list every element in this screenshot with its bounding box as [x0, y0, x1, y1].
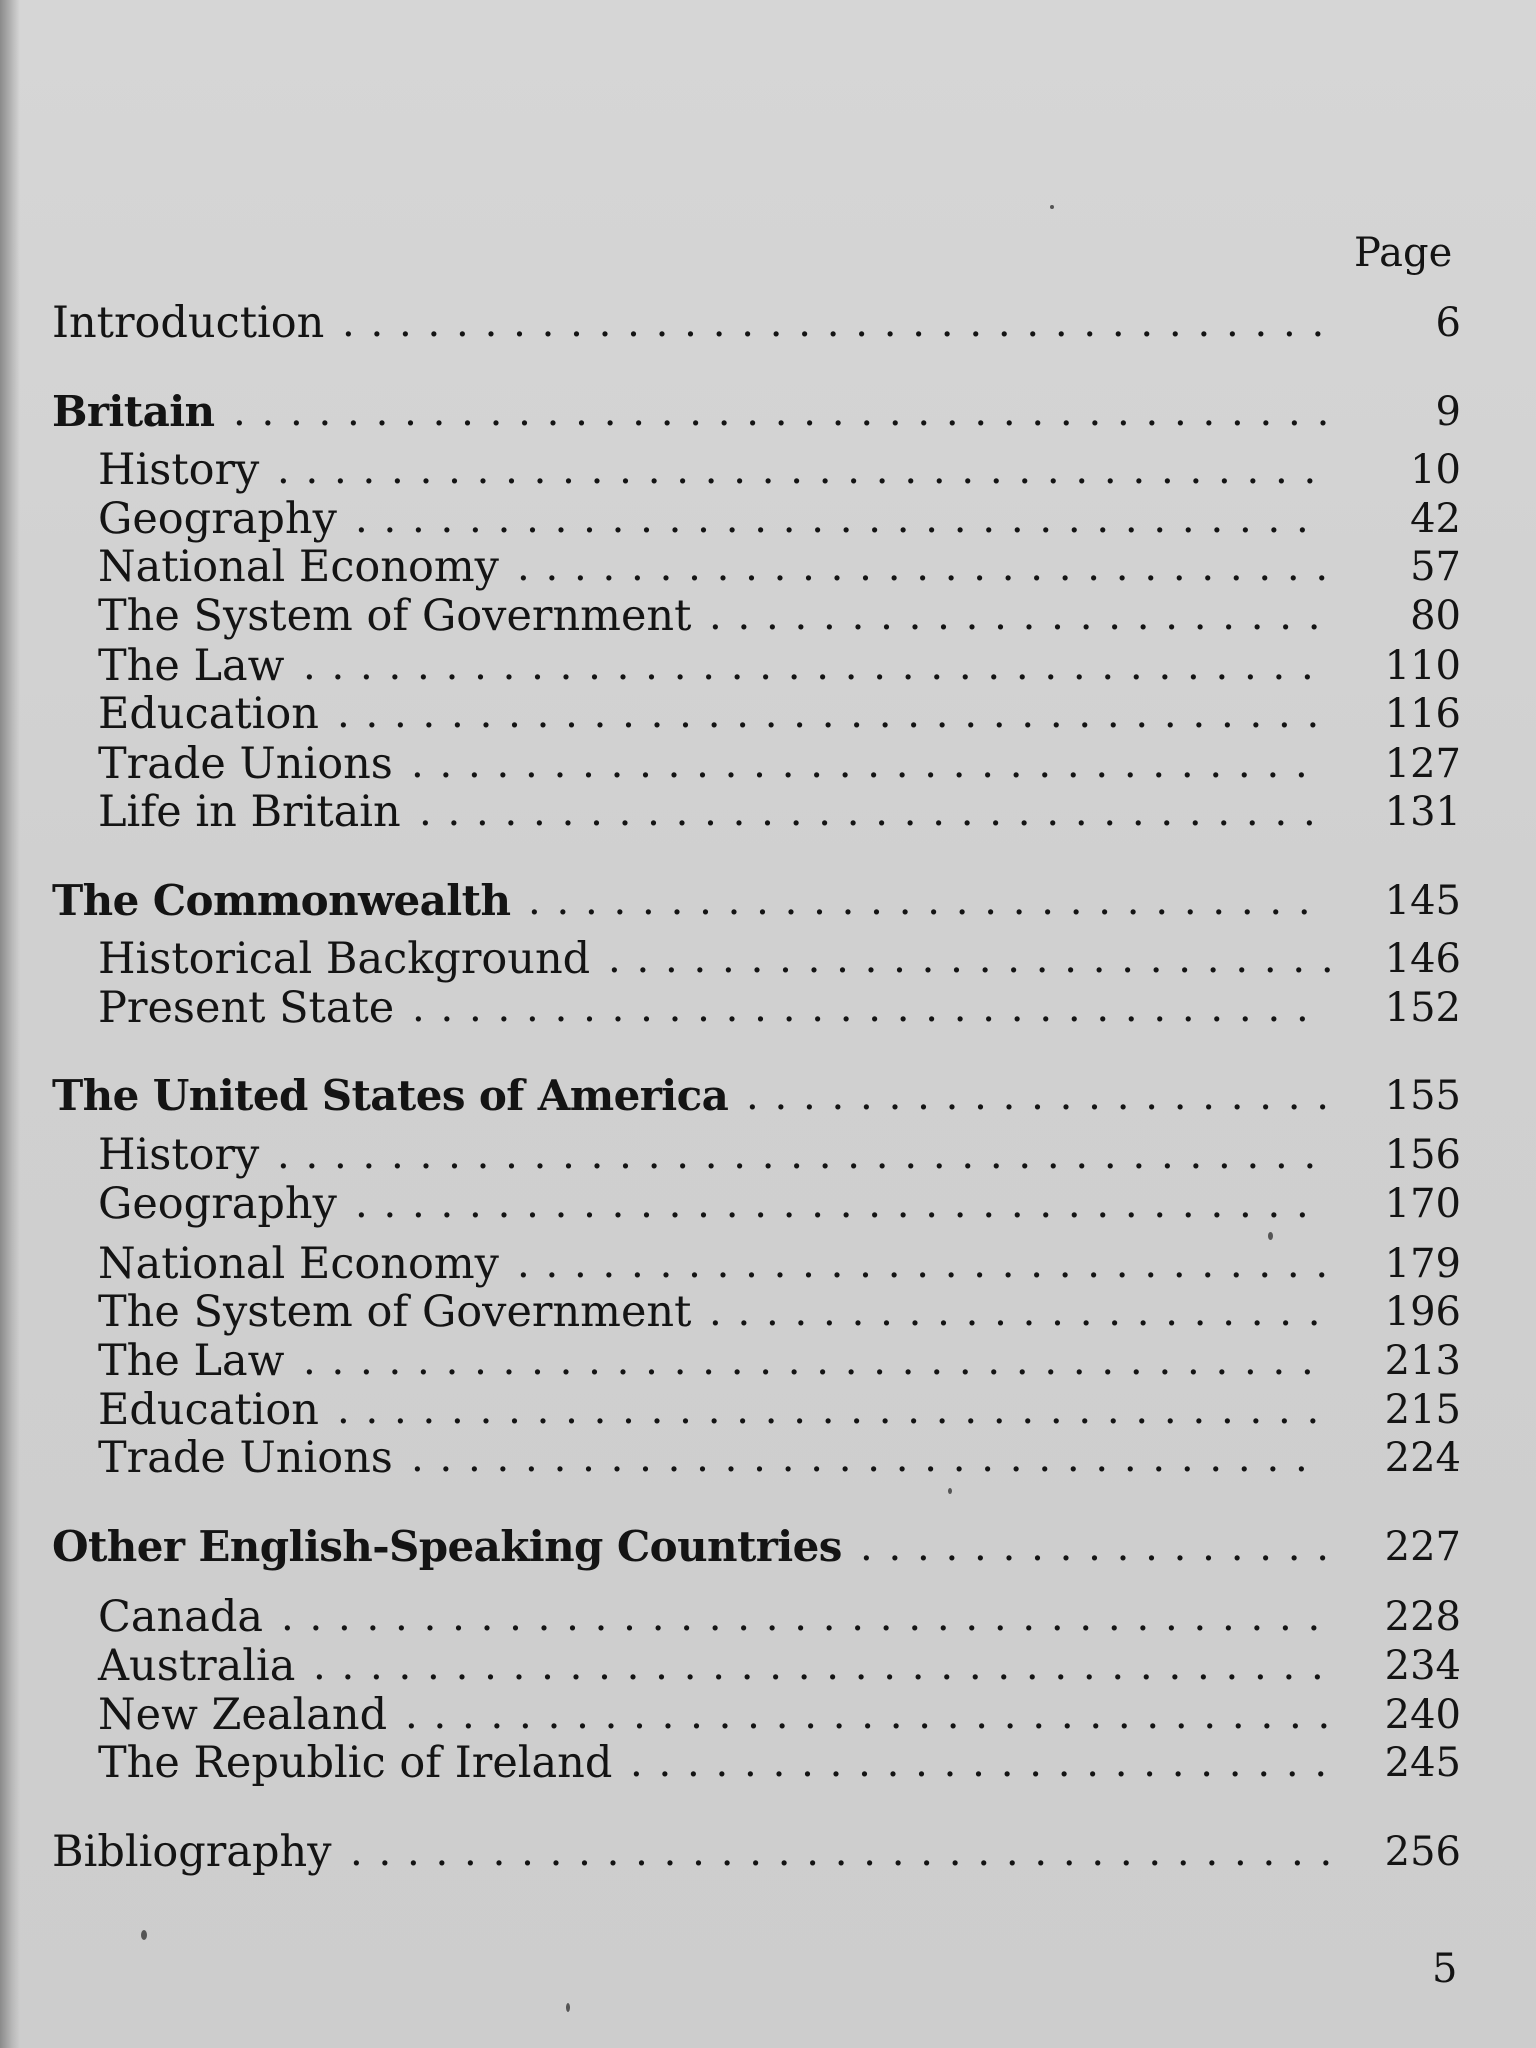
toc-entry-title: Introduction [52, 298, 325, 348]
toc-entry-title: Trade Unions [98, 1433, 393, 1483]
leader-dots: ...................... [709, 1289, 1337, 1335]
toc-entry-title: National Economy [98, 1239, 499, 1289]
leader-dots: ................................... [342, 300, 1341, 346]
toc-entry-title: The System of Government [98, 591, 692, 641]
toc-page-number: 9 [1435, 389, 1461, 435]
leader-dots: .................................. [355, 1181, 1325, 1227]
paper-speck [566, 2003, 570, 2012]
paper-speck [948, 1488, 952, 1494]
page-number: 5 [1432, 1946, 1458, 1992]
toc-entry [0, 298, 1536, 348]
toc-entry [0, 1433, 1536, 1483]
toc-page-number: 196 [1384, 1289, 1461, 1335]
leader-dots: .................................. [355, 496, 1325, 542]
toc-page-number: 110 [1384, 643, 1461, 689]
leader-dots: .................................... [303, 1338, 1330, 1384]
toc-section-heading: Britain [52, 387, 215, 436]
leader-dots: ................................... [337, 691, 1336, 737]
toc-entry [0, 1522, 1536, 1572]
toc-section-heading: The United States of America [52, 1071, 729, 1120]
toc-page-number: 10 [1410, 447, 1461, 493]
toc-page-number: 127 [1384, 741, 1461, 787]
leader-dots: ................................... [337, 1387, 1336, 1433]
leader-dots: ................................ [411, 741, 1324, 787]
toc-entry [0, 542, 1536, 592]
leader-dots: .................................... [313, 1643, 1340, 1689]
leader-dots: .................................... [303, 643, 1330, 689]
toc-entry [0, 876, 1536, 926]
toc-entry [0, 1641, 1536, 1691]
toc-entry [0, 934, 1536, 984]
toc-entry [0, 387, 1536, 437]
toc-page-number: 227 [1384, 1524, 1461, 1570]
toc-entry-title: History [98, 1130, 260, 1180]
toc-page-number: 57 [1410, 544, 1461, 590]
leader-dots: ......................... [630, 1740, 1343, 1786]
toc-page-number: 228 [1384, 1594, 1461, 1640]
toc-entry [0, 689, 1536, 739]
leader-dots: ................................ [412, 985, 1325, 1031]
toc-page-number: 179 [1384, 1241, 1461, 1287]
toc-entry-title: National Economy [98, 542, 499, 592]
leader-dots: ................................ [419, 789, 1332, 835]
leader-dots: ..................... [746, 1073, 1345, 1119]
leader-dots: ..................................... [281, 1594, 1337, 1640]
toc-entry [0, 1690, 1536, 1740]
toc-entry-title: Education [98, 689, 319, 739]
toc-entry-title: Education [98, 1385, 319, 1435]
toc-page-number: 240 [1384, 1692, 1461, 1738]
toc-entry [0, 1385, 1536, 1435]
toc-section-heading: Other English-Speaking Countries [52, 1522, 842, 1571]
toc-entry [0, 1130, 1536, 1180]
toc-page-number: 80 [1410, 593, 1461, 639]
toc-entry-title: Bibliography [52, 1827, 332, 1877]
paper-speck [1050, 205, 1054, 209]
leader-dots: ................. [860, 1524, 1345, 1570]
toc-entry-title: Geography [98, 494, 337, 544]
toc-page-number: 42 [1410, 496, 1461, 542]
leader-dots: ................................... [350, 1829, 1349, 1875]
toc-entry [0, 1592, 1536, 1642]
leader-dots: ............................. [517, 544, 1344, 590]
toc-entry [0, 494, 1536, 544]
toc-entry [0, 983, 1536, 1033]
toc-entry-title: Australia [98, 1641, 296, 1691]
toc-entry [0, 1239, 1536, 1289]
toc-entry [0, 641, 1536, 691]
toc-section-heading: The Commonwealth [52, 876, 511, 925]
leader-dots: .......................... [608, 936, 1350, 982]
toc-entry [0, 1287, 1536, 1337]
toc-entry [0, 1071, 1536, 1121]
toc-entry [0, 1336, 1536, 1386]
toc-entry [0, 1827, 1536, 1877]
toc-page-number: 155 [1384, 1073, 1461, 1119]
toc-page-number: 170 [1384, 1181, 1461, 1227]
paper-speck [141, 1930, 147, 1940]
toc-entry [0, 445, 1536, 495]
toc-entry-title: The System of Government [98, 1287, 692, 1337]
page-column-header: Page [1354, 230, 1453, 276]
toc-page-number: 224 [1384, 1435, 1461, 1481]
toc-page-number: 234 [1384, 1643, 1461, 1689]
toc-entry-title: History [98, 445, 260, 495]
toc-page-number: 131 [1384, 789, 1461, 835]
toc-entry-title: The Law [98, 641, 285, 691]
toc-entry [0, 1738, 1536, 1788]
toc-page-number: 156 [1384, 1132, 1461, 1178]
leader-dots: ................................. [405, 1692, 1346, 1738]
toc-page-number: 256 [1384, 1829, 1461, 1875]
toc-entry [0, 787, 1536, 837]
toc-entry [0, 591, 1536, 641]
leader-dots: ..................................... [277, 1132, 1333, 1178]
leader-dots: ............................. [517, 1241, 1344, 1287]
toc-entry-title: Trade Unions [98, 739, 393, 789]
paper-speck [1268, 1232, 1273, 1240]
leader-dots: ............................ [528, 878, 1327, 924]
toc-entry-title: Canada [98, 1592, 264, 1642]
toc-page-number: 245 [1384, 1740, 1461, 1786]
toc-page-number: 116 [1384, 691, 1461, 737]
toc-page-number: 145 [1384, 878, 1461, 924]
toc-page-number: 215 [1384, 1387, 1461, 1433]
toc-page-number: 213 [1384, 1338, 1461, 1384]
toc-entry [0, 1179, 1536, 1229]
toc-entry-title: New Zealand [98, 1690, 388, 1740]
toc-entry-title: Present State [98, 983, 395, 1033]
toc-entry-title: Geography [98, 1179, 337, 1229]
toc-page-number: 152 [1384, 985, 1461, 1031]
toc-entry-title: The Law [98, 1336, 285, 1386]
toc-page-number: 146 [1384, 936, 1461, 982]
toc-entry-title: The Republic of Ireland [98, 1738, 613, 1788]
leader-dots: ...................... [709, 593, 1337, 639]
toc-entry-title: Life in Britain [98, 787, 401, 837]
leader-dots: ....................................... [233, 389, 1346, 435]
leader-dots: ................................ [411, 1435, 1324, 1481]
leader-dots: ..................................... [277, 447, 1333, 493]
toc-entry-title: Historical Background [98, 934, 591, 984]
toc-entry [0, 739, 1536, 789]
toc-page-number: 6 [1435, 300, 1461, 346]
